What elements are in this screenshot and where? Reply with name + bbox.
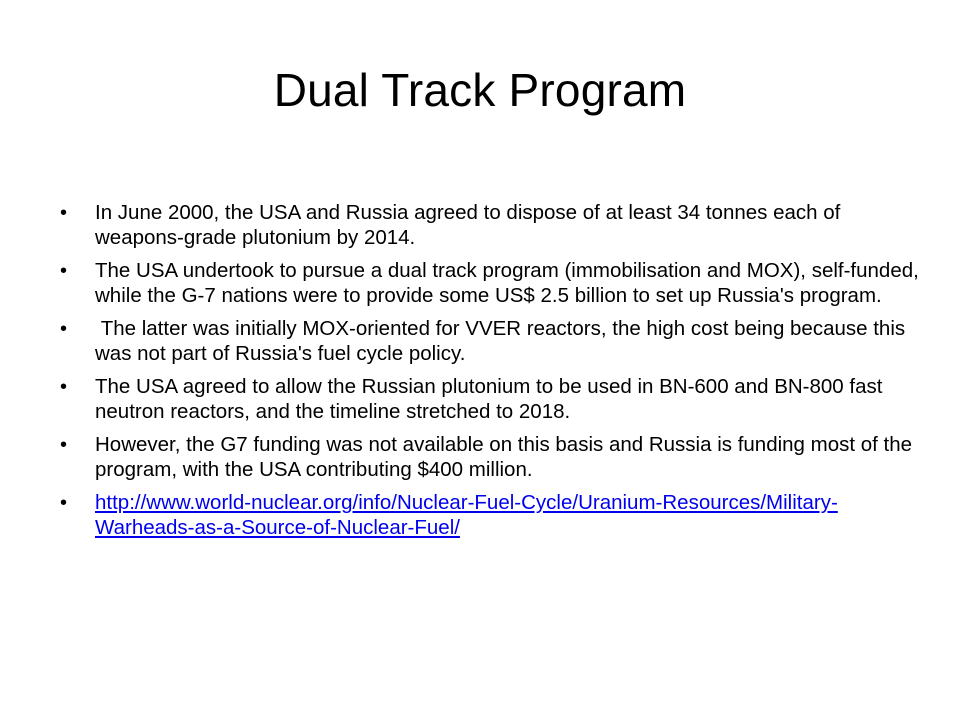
bullet-item (60, 201, 920, 250)
slide-title: Dual Track Program (273, 64, 687, 116)
bullet-dot-icon: • (60, 318, 68, 340)
bullet-text: In June 2000, the USA and Russia agreed to dispose of at least 34 tonnes each of weapons-grade plutonium by 2014. (95, 201, 841, 249)
bullet-item (60, 317, 920, 366)
bullet-dot-icon: • (60, 202, 68, 224)
bullet-item (60, 259, 920, 308)
source-link[interactable]: http://www.world-nuclear.org/info/Nuclear-Fuel-Cycle/Uranium-Resources/Military-Warheads-as-a-Source-of-Nuclear-Fuel/ (95, 491, 838, 539)
bullet-text: The latter was initially MOX-oriented for VVER reactors, the high cost being because this was not part of Russia's fuel cycle policy. (95, 317, 911, 365)
bullet-text: However, the G7 funding was not available on this basis and Russia is funding most of the program, with the USA contributing $400 million. (95, 433, 913, 481)
bullet-dot-icon: • (60, 492, 68, 514)
bullet-text: The USA undertook to pursue a dual track program (immobilisation and MOX), self-funded, while the G-7 nations were to provide some US$ 2.5 billion to set up Russia's program. (95, 259, 919, 307)
bullet-item-link (60, 491, 920, 540)
bullet-dot-icon: • (60, 434, 68, 456)
bullet-item (60, 375, 920, 424)
bullet-item (60, 433, 920, 482)
bullet-list (60, 201, 920, 549)
bullet-dot-icon: • (60, 260, 68, 282)
bullet-dot-icon: • (60, 376, 68, 398)
bullet-text: The USA agreed to allow the Russian plutonium to be used in BN-600 and BN-800 fast neutron reactors, and the timeline stretched to 2018. (95, 375, 883, 423)
